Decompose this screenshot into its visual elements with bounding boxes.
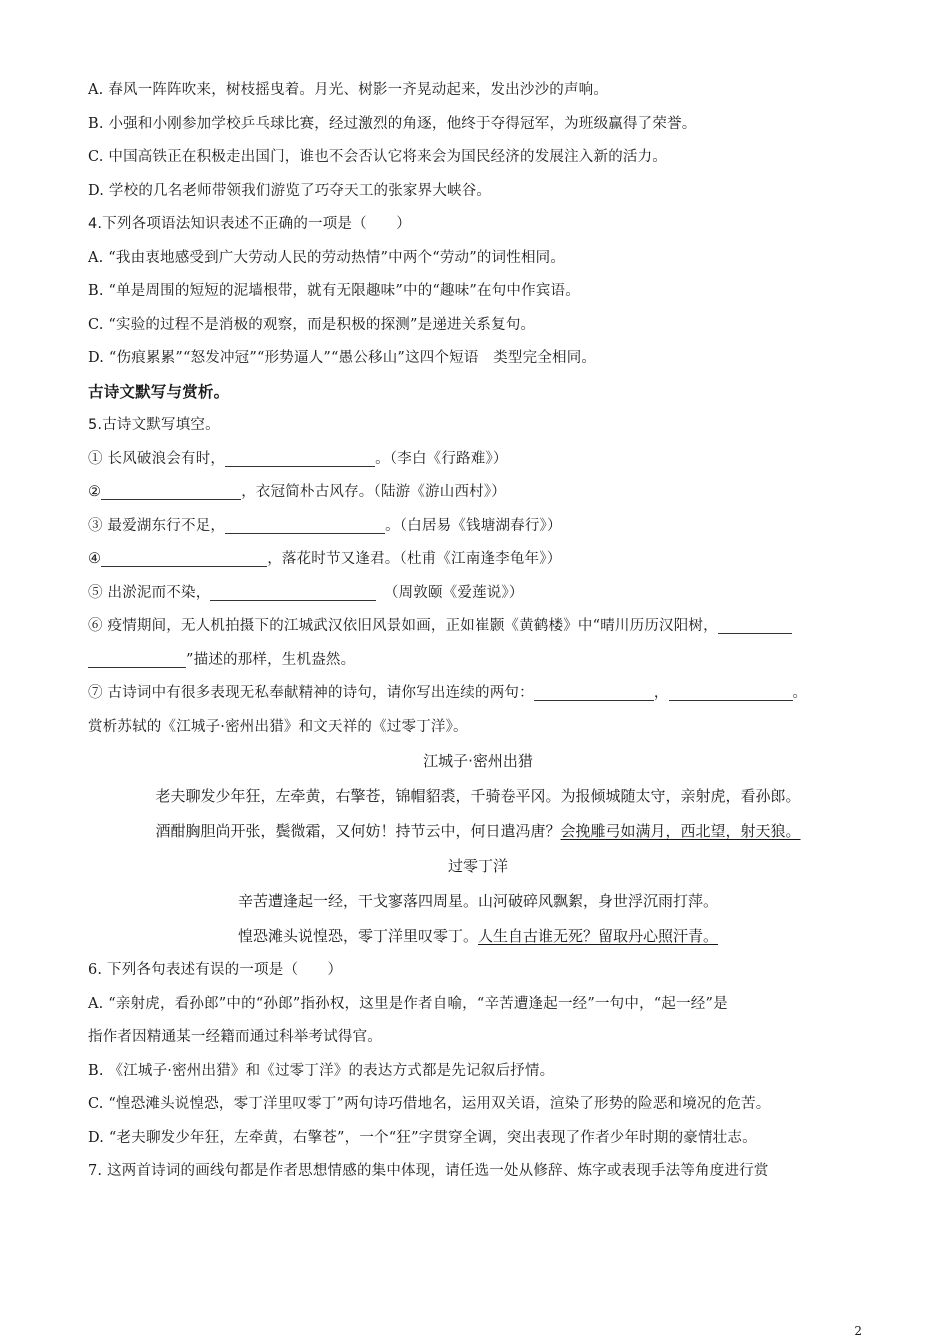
q5-item-1: ① 长风破浪会有时， 。（李白《行路难》） <box>88 443 868 477</box>
answer-blank[interactable] <box>210 582 376 601</box>
q6-option-b: B. 《江城子·密州出猎》和《过零丁洋》的表达方式都是先记叙后抒情。 <box>88 1062 555 1079</box>
answer-blank[interactable] <box>88 649 186 668</box>
q3-option-a: A. 春风一阵阵吹来，树枝摇曳着。月光、树影一齐晃动起来，发出沙沙的声响。 <box>88 82 609 98</box>
appreciation-intro: 赏析苏轼的《江城子·密州出猎》和文天祥的《过零丁洋》。 <box>88 718 468 735</box>
answer-blank[interactable] <box>534 682 654 701</box>
q5-item-5: ⑤ 出淤泥而不染， （周敦颐《爱莲说》） <box>88 577 868 611</box>
answer-blank[interactable] <box>718 615 792 634</box>
answer-blank[interactable] <box>669 682 793 701</box>
q6-option-d: D. “老夫聊发少年狂，左牵黄，右擎苍”，一个“狂”字贯穿全调，突出表现了作者少年时期的豪情壮志。 <box>88 1129 757 1146</box>
poem2-title: 过零丁洋 <box>447 857 508 875</box>
q6-option-a-cont: 指作者因精通某一经籍而通过科举考试得官。 <box>88 1029 382 1045</box>
answer-blank[interactable] <box>225 515 385 534</box>
q5-item-4: ④ ，落花时节又逢君。（杜甫《江南逢李龟年》） <box>88 543 868 577</box>
q3-option-c: C. 中国高铁正在积极走出国门，谁也不会否认它将来会为国民经济的发展注入新的活力。 <box>88 149 667 165</box>
poem1-title: 江城子·密州出猎 <box>423 752 533 770</box>
underlined-verse: 人生自古谁无死？留取丹心照汗青。 <box>478 927 719 945</box>
poem1-line2: 酒酣胸胆尚开张，鬓微霜，又何妨！持节云中，何日遣冯唐？会挽雕弓如满月，西北望，射天狼。 <box>155 822 801 840</box>
document-page <box>88 74 868 1189</box>
q7-stem: 7. 这两首诗词的画线句都是作者思想情感的集中体现，请任选一处从修辞、炼字或表现手法等角度进行赏 <box>88 1163 769 1179</box>
q3-option-d: D. 学校的几名老师带领我们游览了巧夺天工的张家界大峡谷。 <box>88 182 492 199</box>
poem1-line1: 老夫聊发少年狂，左牵黄，右擎苍，锦帽貂裘，千骑卷平冈。为报倾城随太守，亲射虎，看孙郎。 <box>155 787 801 805</box>
q4-option-a: A. “我由衷地感受到广大劳动人民的劳动热情”中两个“劳动”的词性相同。 <box>88 249 566 266</box>
q4-option-b: B. “单是周围的短短的泥墙根带，就有无限趣味”中的“趣味”在句中作宾语。 <box>88 283 580 299</box>
q6-option-c: C. “惶恐滩头说惶恐，零丁洋里叹零丁”两句诗巧借地名，运用双关语，渲染了形势的险恶和境况的危苦。 <box>88 1096 771 1112</box>
answer-blank[interactable] <box>225 448 375 467</box>
q5-item-2: ② ，衣冠简朴古风存。（陆游《游山西村》） <box>88 476 868 510</box>
page-number: 2 <box>854 1324 862 1338</box>
q5-stem: 5.古诗文默写填空。 <box>88 417 220 433</box>
q5-item-7: ⑦ 古诗词中有很多表现无私奉献精神的诗句，请你写出连续的两句： ， 。 <box>88 677 868 711</box>
answer-blank[interactable] <box>101 481 241 500</box>
q5-item-6-cont: ”描述的那样，生机盎然。 <box>88 644 868 678</box>
section-title: 古诗文默写与赏析。 <box>88 382 230 401</box>
poem2-line2: 惶恐滩头说惶恐，零丁洋里叹零丁。人生自古谁无死？留取丹心照汗青。 <box>237 927 719 945</box>
q4-option-d: D. “伤痕累累”“怒发冲冠”“形势逼人”“愚公移山”这四个短语 类型完全相同。 <box>88 350 597 366</box>
q6-option-a: A. “亲射虎，看孙郎”中的“孙郎”指孙权，这里是作者自喻，“辛苦遭逢起一经”一句中，“起一经”是 <box>88 995 728 1012</box>
answer-blank[interactable] <box>101 548 267 567</box>
q4-stem: 4.下列各项语法知识表述不正确的一项是（ ） <box>88 216 411 232</box>
q4-option-c: C. “实验的过程不是消极的观察，而是积极的探测”是递进关系复句。 <box>88 316 536 333</box>
q5-item-3: ③ 最爱湖东行不足， 。（白居易《钱塘湖春行》） <box>88 510 868 544</box>
q6-stem: 6. 下列各句表述有误的一项是（ ） <box>88 962 343 978</box>
underlined-verse: 会挽雕弓如满月，西北望，射天狼。 <box>560 822 801 840</box>
q3-option-b: B. 小强和小刚参加学校乒乓球比赛，经过激烈的角逐，他终于夺得冠军，为班级赢得了荣誉。 <box>88 115 697 132</box>
q5-item-6: ⑥ 疫情期间，无人机拍摄下的江城武汉依旧风景如画，正如崔颢《黄鹤楼》中“晴川历历汉阳树， <box>88 610 868 644</box>
poem2-line1: 辛苦遭逢起一经，干戈寥落四周星。山河破碎风飘絮，身世浮沉雨打萍。 <box>237 892 718 910</box>
